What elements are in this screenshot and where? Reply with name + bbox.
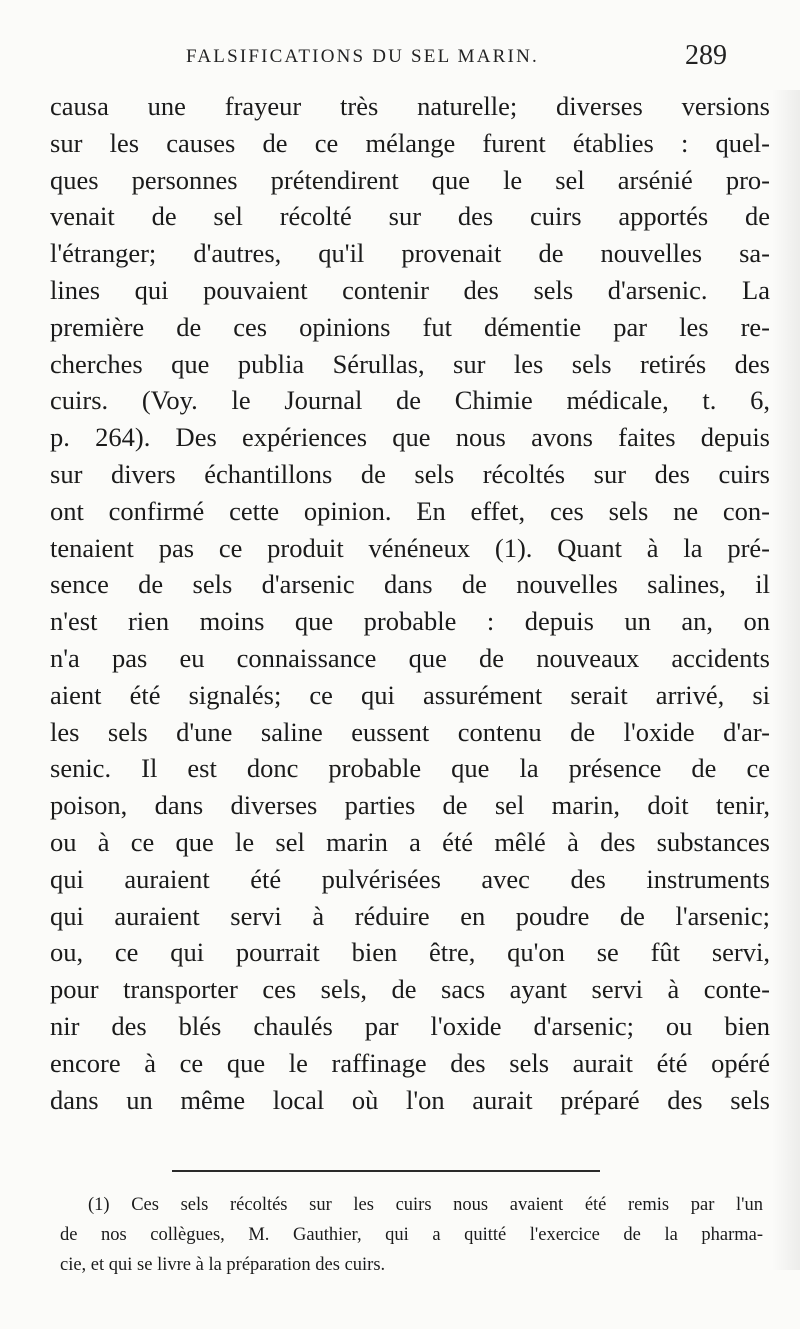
text-line: tenaient pas ce produit vénéneux (1). Quant à la pré-: [50, 532, 770, 563]
text-line: l'étranger; d'autres, qu'il provenait de nouvelles sa-: [50, 238, 770, 269]
text-line: sence de sels d'arsenic dans de nouvelles salines, il: [50, 569, 770, 600]
footnote-line: (1) Ces sels récoltés sur les cuirs nous avaient été remis par l'un: [88, 1195, 763, 1215]
footnote-line: cie, et qui se livre à la préparation des cuirs.: [60, 1255, 386, 1275]
text-line: senic. Il est donc probable que la présence de ce: [50, 753, 770, 784]
text-line: qui auraient servi à réduire en poudre de l'arsenic;: [50, 900, 770, 931]
text-line: venait de sel récolté sur des cuirs apportés de: [50, 201, 770, 232]
text-line: aient été signalés; ce qui assurément serait arrivé, si: [50, 679, 770, 710]
text-line: ou, ce qui pourrait bien être, qu'on se fût servi,: [50, 937, 770, 968]
text-line: poison, dans diverses parties de sel marin, doit tenir,: [50, 790, 770, 821]
text-line: sur les causes de ce mélange furent établies : quel-: [50, 127, 770, 158]
footnote-rule: [172, 1170, 600, 1172]
text-line: qui auraient été pulvérisées avec des instruments: [50, 863, 770, 894]
text-line: pour transporter ces sels, de sacs ayant servi à conte-: [50, 974, 770, 1005]
page-edge-shadow: [772, 90, 800, 1270]
text-line: première de ces opinions fut démentie par les re-: [50, 311, 770, 342]
text-line: dans un même local où l'on aurait préparé des sels: [50, 1084, 770, 1115]
text-line: lines qui pouvaient contenir des sels d'arsenic. La: [50, 274, 770, 305]
footnote: [60, 1190, 763, 1280]
running-title: FALSIFICATIONS DU SEL MARIN.: [186, 46, 539, 67]
body-text: [50, 88, 770, 1118]
text-line: sur divers échantillons de sels récoltés sur des cuirs: [50, 458, 770, 489]
text-line: n'a pas eu connaissance que de nouveaux accidents: [50, 642, 770, 673]
page-number: 289: [685, 40, 727, 71]
text-line: causa une frayeur très naturelle; diverses versions: [50, 91, 770, 121]
text-line: ont confirmé cette opinion. En effet, ces sels ne con-: [50, 495, 770, 526]
text-line: p. 264). Des expériences que nous avons faites depuis: [50, 422, 770, 453]
text-line: cherches que publia Sérullas, sur les sels retirés des: [50, 348, 770, 379]
text-line: les sels d'une saline eussent contenu de l'oxide d'ar-: [50, 716, 770, 747]
text-line: encore à ce que le raffinage des sels aurait été opéré: [50, 1047, 770, 1078]
text-line: nir des blés chaulés par l'oxide d'arsenic; ou bien: [50, 1010, 770, 1041]
text-line: cuirs. (Voy. le Journal de Chimie médicale, t. 6,: [50, 385, 770, 416]
text-line: n'est rien moins que probable : depuis un an, on: [50, 606, 770, 637]
text-line: ques personnes prétendirent que le sel arsénié pro-: [50, 164, 770, 195]
footnote-line: de nos collègues, M. Gauthier, qui a quitté l'exercice de la pharma-: [60, 1225, 763, 1245]
text-line: ou à ce que le sel marin a été mêlé à des substances: [50, 826, 770, 857]
